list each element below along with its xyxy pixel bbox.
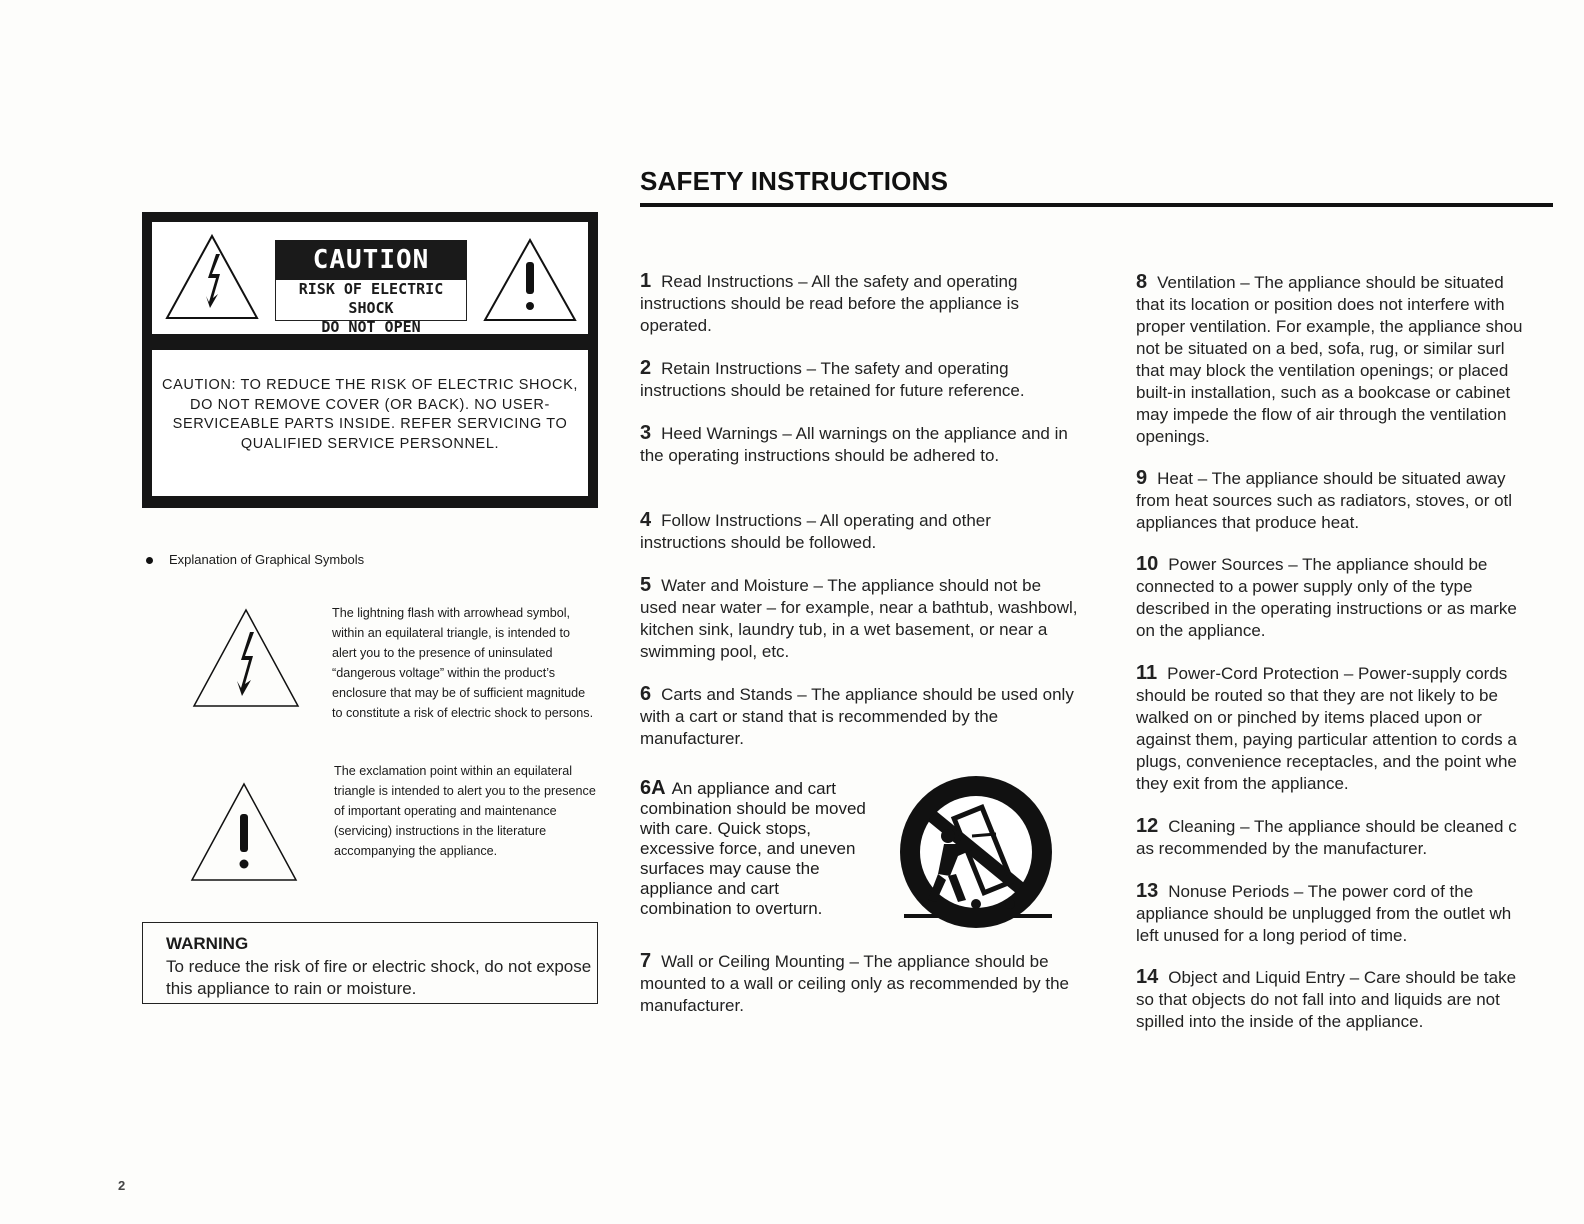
instruction-item: 7 Wall or Ceiling Mounting – The appliance should be mounted to a wall or ceiling only as recommended by the manufacturer. [640, 950, 1070, 1015]
cart-tipover-icon [892, 776, 1064, 936]
bullet [146, 557, 153, 564]
page-number: 2 [118, 1178, 126, 1193]
instruction-item: 12 Cleaning – The appliance should be cleaned c as recommended by the manufacturer. [1136, 815, 1517, 858]
instruction-item: 3 Heed Warnings – All warnings on the appliance and in the operating instructions should be adhered to. [640, 422, 1068, 465]
warning-text: To reduce the risk of fire or electric shock, do not expose this appliance to rain or moisture. [166, 957, 592, 998]
instruction-item: 9 Heat – The appliance should be situated away from heat sources such as radiators, stoves, or otl appliances that produce heat. [1136, 467, 1513, 532]
instruction-item: 14 Object and Liquid Entry – Care should be take so that objects do not fall into and liquids are not spilled into the inside of the appliance. [1136, 966, 1517, 1031]
caution-message: CAUTION: TO REDUCE THE RISK OF ELECTRIC SHOCK, DO NOT REMOVE COVER (OR BACK). NO USER-SERVICEABLE PARTS INSIDE. REFER SERVICING TO QUALIFIED SERVICE PERSONNEL. [162, 377, 578, 452]
exclamation-symbol-description: The exclamation point within an equilateral triangle is intended to alert you to the presence of important operating and maintenance (servicing) instructions in the literature accompanying the appliance. [334, 764, 596, 858]
caution-header: CAUTION [275, 240, 467, 280]
lightning-warning-icon [190, 606, 302, 710]
lightning-warning-icon [164, 232, 260, 322]
instruction-item: 4 Follow Instructions – All operating and other instructions should be followed. [640, 509, 991, 552]
caution-subheader [275, 280, 467, 336]
instruction-item: 5 Water and Moisture – The appliance should not be used near water – for example, near a bathtub, washbowl, kitchen sink, laundry tub, in a wet basement, or near a swimming pool, etc. [640, 574, 1078, 661]
instruction-item: 6A An appliance and cart combination should be moved with care. Quick stops, excessive force, and uneven surfaces may cause the appliance and cart combination to overturn. [640, 777, 866, 918]
warning-heading: WARNING [166, 934, 249, 953]
instruction-item: 1 Read Instructions – All the safety and operating instructions should be read before the appliance is operated. [640, 270, 1019, 335]
instruction-item: 6 Carts and Stands – The appliance should be used only with a cart or stand that is recommended by the manufacturer. [640, 683, 1074, 748]
title-rule [640, 203, 1553, 207]
page-title: SAFETY INSTRUCTIONS [640, 166, 949, 196]
instruction-item: 13 Nonuse Periods – The power cord of the appliance should be unplugged from the outlet wh left unused for a long period of time. [1136, 880, 1512, 945]
instruction-item: 10 Power Sources – The appliance should be connected to a power supply only of the type described in the operating instructions or as marke on the appliance. [1136, 553, 1517, 640]
instruction-item: 8 Ventilation – The appliance should be situated that its location or position does not interfere with proper ventilation. For example, the appliance shou not be situated on a bed, sofa, rug, or similar surl that may block the ventilation openings; or placed built-in installation, such as a bookcase or cabinet may impede the flow of air through the ventilation openings. [1136, 271, 1523, 446]
instruction-item: 11 Power-Cord Protection – Power-supply cords should be routed so that they are not likely to be walked on or pinched by items placed upon or against them, paying particular attention to cords a plugs, convenience receptacles, and the point whe they exit from the appliance. [1136, 662, 1517, 793]
explanation-title: Explanation of Graphical Symbols [169, 552, 365, 567]
exclamation-warning-icon [188, 780, 300, 884]
exclamation-warning-icon [482, 236, 578, 324]
caution-sub-line2: DO NOT OPEN [321, 318, 421, 336]
instruction-item: 2 Retain Instructions – The safety and operating instructions should be retained for future reference. [640, 357, 1025, 400]
caution-sub-line1: RISK OF ELECTRIC SHOCK [298, 280, 444, 317]
lightning-symbol-description: The lightning flash with arrowhead symbol, within an equilateral triangle, is intended to alert you to the presence of uninsulated “dangerous voltage” within the product’s enclosure that may be of sufficient magnitude to constitute a risk of electric shock to persons. [332, 606, 594, 720]
